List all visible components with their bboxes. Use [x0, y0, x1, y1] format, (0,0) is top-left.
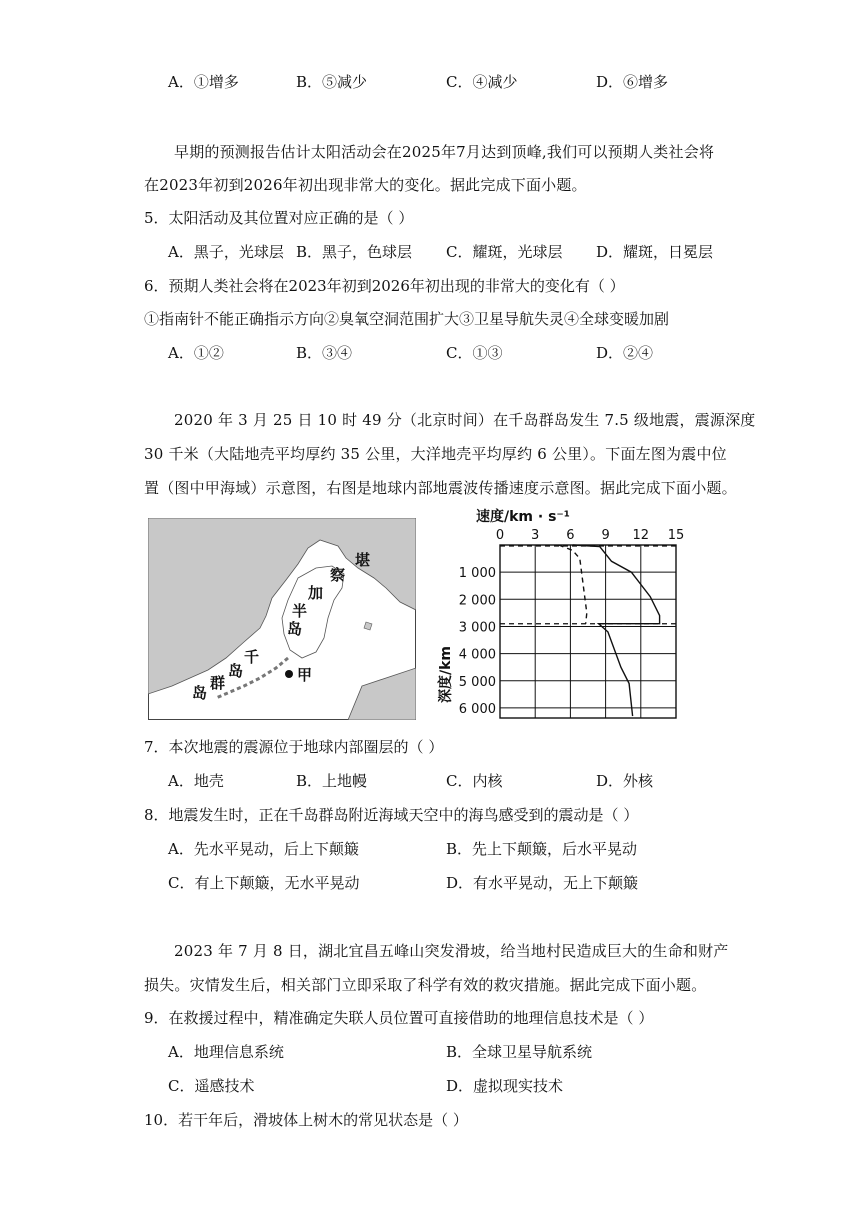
intro1-line1: 早期的预测报告估计太阳活动会在2025年7月达到顶峰,我们可以预期人类社会将 — [174, 143, 715, 161]
q8-option-b: B．先上下颠簸，后水平晃动 — [446, 840, 638, 858]
y-tick-label: 6 000 — [458, 701, 496, 717]
map-label: 千 — [244, 648, 260, 666]
q4-option-c: C．④减少 — [446, 73, 518, 91]
q8-option-c: C．有上下颠簸，无水平晃动 — [168, 874, 360, 892]
q6-option-b: B．③④ — [296, 344, 353, 362]
q6-stem: 6．预期人类社会将在2023年初到2026年初出现的非常大的变化有（ ） — [144, 277, 625, 295]
x-tick-label: 12 — [632, 528, 650, 543]
plot-frame — [500, 545, 676, 718]
y-tick-label: 1 000 — [458, 566, 496, 582]
q9-option-b: B．全球卫星导航系统 — [446, 1043, 593, 1061]
y-tick-label: 5 000 — [458, 674, 496, 690]
x-tick-label: 6 — [566, 528, 575, 543]
epicenter-map — [148, 518, 416, 720]
q8-option-a: A．先水平晃动，后上下颠簸 — [168, 840, 359, 858]
q6-option-d: D．②④ — [596, 344, 654, 362]
q9-stem: 9．在救援过程中，精准确定失联人员位置可直接借助的地理信息技术是（ ） — [144, 1009, 654, 1027]
map-label: 堪 — [355, 551, 371, 569]
y-tick-label: 2 000 — [458, 593, 496, 609]
q5-option-a: A．黑子，光球层 — [168, 243, 284, 261]
q7-option-c: C．内核 — [446, 772, 503, 790]
q4-option-a: A．①增多 — [168, 73, 239, 91]
intro2-line2: 30 千米（大陆地壳平均厚约 35 公里，大洋地壳平均厚约 6 公里）。下面左图为震中位 — [144, 445, 727, 463]
q9-option-d: D．虚拟现实技术 — [446, 1077, 564, 1095]
q6-option-c: C．①③ — [446, 344, 503, 362]
q5-stem: 5．太阳活动及其位置对应正确的是（ ） — [144, 209, 414, 227]
map-label: 岛 — [192, 684, 208, 702]
q7-option-d: D．外核 — [596, 772, 654, 790]
q7-option-a: A．地壳 — [168, 772, 224, 790]
map-label: 岛 — [228, 662, 244, 680]
intro2-line1: 2020 年 3 月 25 日 10 时 49 分（北京时间）在千岛群岛发生 7.5 级地震，震源深度 — [174, 411, 756, 429]
q10-stem: 10．若干年后，滑坡体上树木的常见状态是（ ） — [144, 1111, 468, 1129]
q5-option-d: D．耀斑，日冕层 — [596, 243, 714, 261]
intro3-line2: 损失。灾情发生后，相关部门立即采取了科学有效的救灾措施。据此完成下面小题。 — [144, 976, 707, 994]
q5-option-b: B．黑子，色球层 — [296, 243, 413, 261]
x-axis-label: 速度/km · s⁻¹ — [476, 509, 570, 525]
seismic-velocity-chart — [432, 505, 694, 725]
map-label: 半 — [292, 602, 308, 620]
x-tick-label: 15 — [667, 528, 685, 543]
map-label: 群 — [210, 674, 226, 692]
y-axis-label: 深度/km — [438, 645, 454, 703]
intro1-line2: 在2023年初到2026年初出现非常大的变化。据此完成下面小题。 — [144, 176, 587, 194]
intro3-line1: 2023 年 7 月 8 日，湖北宜昌五峰山突发滑坡，给当地村民造成巨大的生命和财产 — [174, 942, 729, 960]
q9-option-a: A．地理信息系统 — [168, 1043, 284, 1061]
epicenter-marker — [285, 670, 293, 678]
y-tick-label: 3 000 — [458, 620, 496, 636]
intro2-line3: 置（图中甲海域）示意图，右图是地球内部地震波传播速度示意图。据此完成下面小题。 — [144, 479, 737, 497]
x-tick-label: 3 — [531, 528, 540, 543]
q9-option-c: C．遥感技术 — [168, 1077, 255, 1095]
q6-option-a: A．①② — [168, 344, 224, 362]
q4-option-d: D．⑥增多 — [596, 73, 669, 91]
series-line-1 — [559, 545, 587, 624]
q8-option-d: D．有水平晃动，无上下颠簸 — [446, 874, 639, 892]
map-label: 岛 — [287, 620, 303, 638]
y-tick-label: 4 000 — [458, 647, 496, 663]
q7-option-b: B．上地幔 — [296, 772, 368, 790]
q5-option-c: C．耀斑，光球层 — [446, 243, 563, 261]
x-tick-label: 9 — [601, 528, 610, 543]
q8-stem: 8．地震发生时，正在千岛群岛附近海域天空中的海鸟感受到的震动是（ ） — [144, 806, 639, 824]
series-line-2 — [573, 545, 660, 716]
x-tick-label: 0 — [495, 528, 505, 543]
q6-sub-items: ①指南针不能正确指示方向②臭氧空洞范围扩大③卫星导航失灵④全球变暖加剧 — [144, 310, 670, 328]
map-label: 甲 — [297, 666, 313, 684]
map-label: 加 — [308, 584, 324, 602]
map-label: 察 — [330, 566, 346, 584]
q4-option-b: B．⑤减少 — [296, 73, 368, 91]
q7-stem: 7．本次地震的震源位于地球内部圈层的（ ） — [144, 738, 444, 756]
